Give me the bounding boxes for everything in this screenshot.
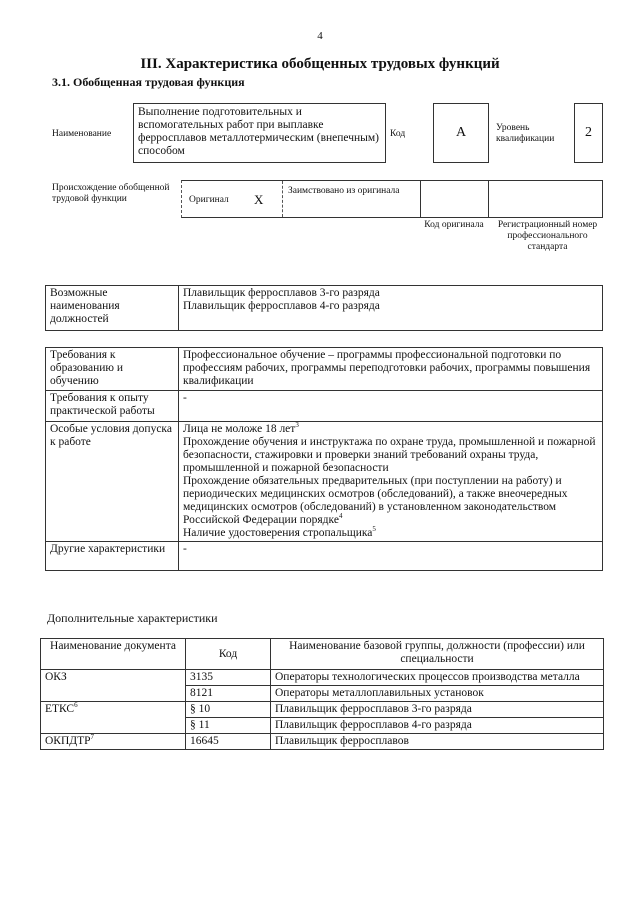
positions-row — [46, 286, 603, 331]
condition-line: Прохождение обучения и инструктажа по охране труда, промышленной и пожарной безопасности, стажировки и проверки знаний требований охраны труда, промышленной и пожарной безопасности — [183, 436, 596, 474]
table-row — [41, 702, 604, 718]
table-row — [41, 734, 604, 750]
name-cell: Операторы технологических процессов производства металла — [271, 670, 604, 686]
requirement-label: Требования к опыту практической работы — [46, 391, 179, 422]
code-cell: 3135 — [186, 670, 271, 686]
requirement-label: Особые условия допуска к работе — [46, 422, 179, 542]
doc-cell: ОКПДТР$^7$ — [41, 734, 186, 750]
position-item: Плавильщик ферросплавов 3-го разряда — [183, 287, 380, 299]
doc-cell: ОКЗ — [41, 670, 186, 702]
header-doc: Наименование документа — [41, 639, 186, 670]
condition-line: Лица не моложе 18 лет$^3$ — [183, 421, 299, 435]
requirement-row — [46, 348, 603, 391]
condition-line: Прохождение обязательных предварительных (при поступлении на работу) и периодических медицинских осмотров (обследований), а также внеочередных медицинских осмотров (обследований) в установленном законодательством Российской Федерации порядке$^4$ — [183, 475, 568, 526]
code-cell: 16645 — [186, 734, 271, 750]
table-row — [41, 670, 604, 686]
reg-number-caption: Регистрационный номер профессионального стандарта — [497, 220, 598, 252]
origin-divider — [282, 181, 283, 217]
position-item: Плавильщик ферросплавов 4-го разряда — [183, 300, 380, 312]
level-value: 2 — [585, 125, 592, 140]
name-cell: Плавильщик ферросплавов 4-го разряда — [271, 718, 604, 734]
level-label: Уровень квалификации — [496, 123, 555, 144]
origin-label: Происхождение обобщенной трудовой функции — [52, 183, 170, 204]
header-name: Наименование базовой группы, должности (профессии) или специальности — [271, 639, 604, 670]
positions-label: Возможные наименования должностей — [46, 286, 179, 331]
additional-header-row — [41, 639, 604, 670]
requirements-table — [45, 347, 603, 571]
requirement-conditions — [179, 422, 603, 542]
name-cell: Плавильщик ферросплавов — [271, 734, 604, 750]
name-cell: Плавильщик ферросплавов 3-го разряда — [271, 702, 604, 718]
code-value: А — [455, 125, 467, 140]
original-label: Оригинал — [189, 195, 229, 205]
function-name-value: Выполнение подготовительных и вспомогательных работ при выплавке ферросплавов металлотермическим (внепечным) способом — [138, 106, 380, 157]
code-label: Код — [390, 129, 406, 139]
code-original-caption: Код оригинала — [424, 220, 484, 230]
positions-table — [45, 285, 603, 331]
additional-table — [40, 638, 604, 750]
name-cell: Операторы металлоплавильных установок — [271, 686, 604, 702]
requirement-row — [46, 391, 603, 422]
section-title: III. Характеристика обобщенных трудовых функций — [140, 56, 500, 72]
origin-divider-2 — [420, 181, 421, 217]
requirement-label: Другие характеристики — [46, 542, 179, 571]
code-value-box — [433, 103, 489, 163]
original-mark: X — [254, 192, 264, 207]
requirement-row — [46, 422, 603, 542]
condition-line: Наличие удостоверения стропальщика$^5$ — [183, 525, 376, 539]
page-number: 4 — [317, 30, 323, 42]
requirement-row — [46, 542, 603, 571]
requirement-value: Профессиональное обучение – программы профессиональной подготовки по профессиям рабочих, программы переподготовки рабочих, программы повышения квалификации — [179, 348, 603, 391]
requirement-value: - — [179, 542, 603, 571]
borrowed-label: Заимствовано из оригинала — [288, 186, 400, 196]
requirement-label: Требования к образованию и обучению — [46, 348, 179, 391]
function-name-box — [133, 103, 386, 163]
code-cell: § 10 — [186, 702, 271, 718]
origin-box — [181, 180, 603, 218]
code-cell: § 11 — [186, 718, 271, 734]
positions-values — [179, 286, 603, 331]
name-label: Наименование — [52, 129, 112, 139]
additional-heading: Дополнительные характеристики — [47, 611, 218, 625]
requirement-value: - — [179, 391, 603, 422]
subsection-title: 3.1. Обобщенная трудовая функция — [52, 75, 245, 89]
origin-divider-3 — [488, 181, 489, 217]
code-cell: 8121 — [186, 686, 271, 702]
header-code: Код — [186, 639, 271, 670]
doc-cell: ЕТКС$^6$ — [41, 702, 186, 734]
level-value-box — [574, 103, 603, 163]
